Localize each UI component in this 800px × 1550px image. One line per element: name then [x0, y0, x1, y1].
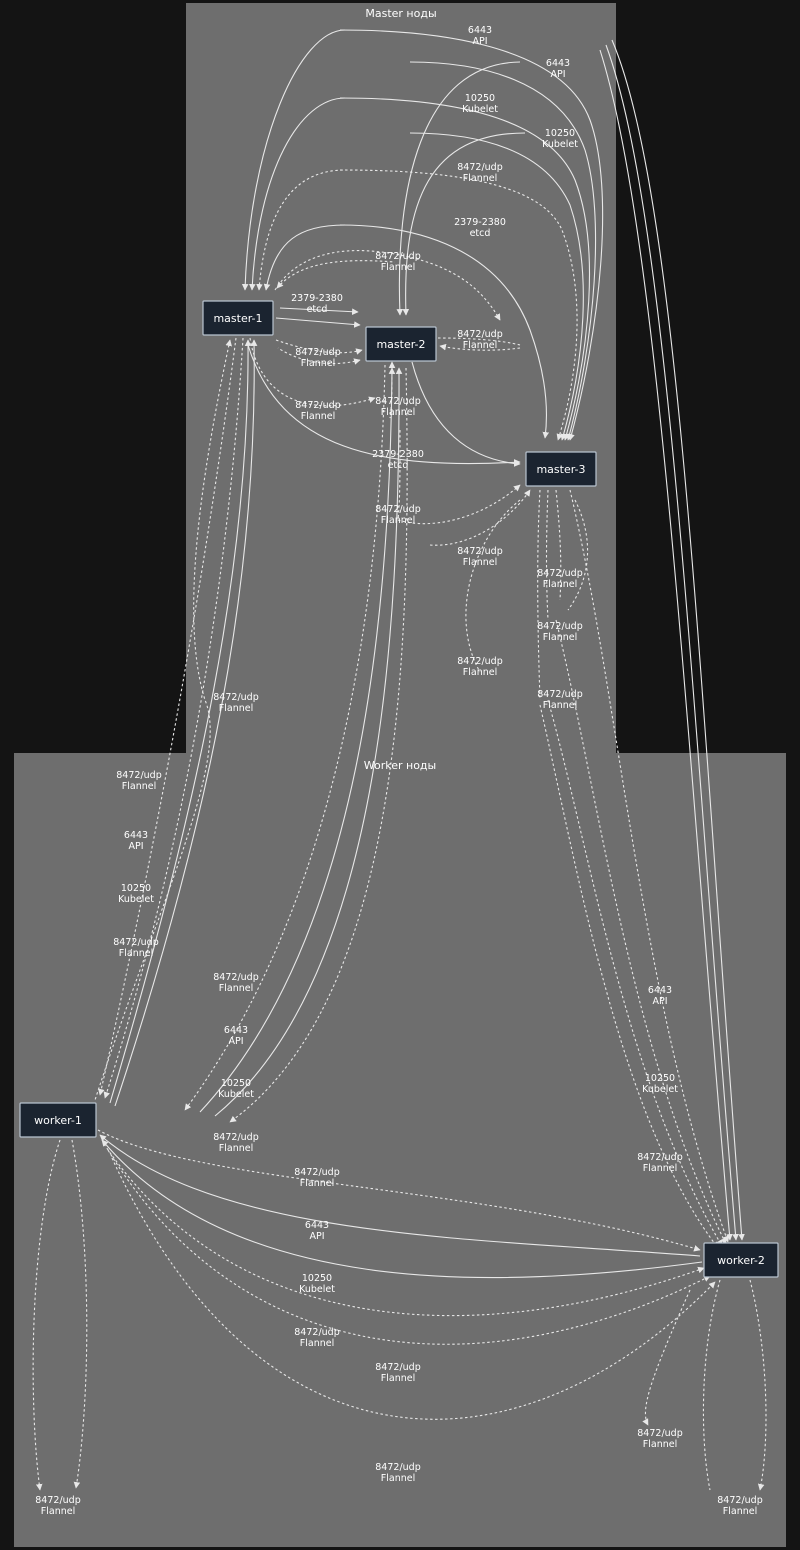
edge-label-port: 10250 [544, 128, 576, 139]
edge-label-port: 8472/udp [295, 347, 341, 358]
edge-label-service: Flannel [218, 983, 254, 994]
edge-label-port: 6443 [647, 985, 673, 996]
edge-label-service: Kubelet [118, 894, 154, 905]
edge-label-port: 8472/udp [294, 1167, 340, 1178]
edge-label-service: Flannel [380, 1473, 416, 1484]
edge-label-port: 10250 [120, 883, 152, 894]
edge-label-port: 8472/udp [375, 504, 421, 515]
edge-label-service: Flannel [462, 557, 498, 568]
edge-label-port: 8472/udp [375, 1362, 421, 1373]
edge-label-service: Flannel [218, 703, 254, 714]
edge-label-service: Flannel [380, 515, 416, 526]
edge-label-port: 10250 [644, 1073, 676, 1084]
edge-label-service: Flannel [722, 1506, 758, 1517]
edge-label-service: Flannel [300, 411, 336, 422]
edge-label-service: Flannel [218, 1143, 254, 1154]
edge-label-port: 8472/udp [295, 400, 341, 411]
edge-label-port: 8472/udp [213, 692, 259, 703]
edge-label-port: 8472/udp [637, 1152, 683, 1163]
edge-label-port: 2379-2380 [372, 449, 424, 460]
edge-label-port: 6443 [545, 58, 571, 69]
edge-label-service: Flannel [40, 1506, 76, 1517]
edge-label-service: Flannel [462, 173, 498, 184]
edge-label-service: Flannel [380, 262, 416, 273]
edge-label-service: API [550, 69, 566, 80]
cluster-workers-label: Worker ноды [363, 759, 437, 772]
node-master-1-label: master-1 [213, 312, 263, 325]
edge-label-service: API [472, 36, 488, 47]
node-worker-1[interactable] [20, 1103, 96, 1137]
edge-label-port: 8472/udp [213, 1132, 259, 1143]
edge-label-service: Flannel [380, 1373, 416, 1384]
edge-label-service: Flannel [300, 358, 336, 369]
edge-label-port: 8472/udp [35, 1495, 81, 1506]
node-worker-2-label: worker-2 [717, 1254, 765, 1267]
edge-label-service: Flannel [542, 700, 578, 711]
edge-label-port: 8472/udp [537, 621, 583, 632]
node-worker-2[interactable] [704, 1243, 778, 1277]
edge-label-service: Flannel [642, 1163, 678, 1174]
edge-label-port: 8472/udp [637, 1428, 683, 1439]
edge-label-service: Flannel [542, 579, 578, 590]
edge-label-service: Kubelet [218, 1089, 254, 1100]
edge-label-port: 8472/udp [457, 329, 503, 340]
edge-label-port: 10250 [220, 1078, 252, 1089]
edge-label-port: 8472/udp [113, 937, 159, 948]
node-worker-1-label: worker-1 [34, 1114, 82, 1127]
edge-label-port: 8472/udp [213, 972, 259, 983]
edge-label-service: etcd [306, 304, 328, 315]
edge-label-port: 8472/udp [294, 1327, 340, 1338]
edge-label-port: 10250 [464, 93, 496, 104]
edge-label-service: Kubelet [299, 1284, 335, 1295]
edge-label-service: Flannel [299, 1178, 335, 1189]
edge-label-port: 8472/udp [457, 656, 503, 667]
edge-label-service: etcd [469, 228, 491, 239]
node-master-2-label: master-2 [376, 338, 426, 351]
node-master-1[interactable] [203, 301, 273, 335]
edge-label-service: API [128, 841, 144, 852]
edge-label-service: Flannel [462, 340, 498, 351]
edge-label-service: Kubelet [642, 1084, 678, 1095]
edge-label-service: Kubelet [462, 104, 498, 115]
edge-label-service: Flannel [299, 1338, 335, 1349]
edge-label-port: 8472/udp [537, 568, 583, 579]
edge-label-port: 8472/udp [717, 1495, 763, 1506]
edge-label-port: 2379-2380 [454, 217, 506, 228]
node-master-3-label: master-3 [536, 463, 586, 476]
edge-label-port: 8472/udp [116, 770, 162, 781]
edge-label-port: 6443 [223, 1025, 249, 1036]
edge-label-service: Flannel [121, 781, 157, 792]
edge-label-port: 8472/udp [375, 1462, 421, 1473]
edge-label-service: Flannel [380, 407, 416, 418]
node-master-2[interactable] [366, 327, 436, 361]
edge-label-service: API [228, 1036, 244, 1047]
edge-label-service: Flannel [462, 667, 498, 678]
edge-label-port: 10250 [301, 1273, 333, 1284]
edge-label-service: Flannel [118, 948, 154, 959]
edge-label-service: Flannel [542, 632, 578, 643]
edge-label-port: 6443 [123, 830, 149, 841]
edge-label-service: etcd [387, 460, 409, 471]
edge-label-port: 8472/udp [537, 689, 583, 700]
edge-label-service: API [309, 1231, 325, 1242]
edge-label-port: 8472/udp [375, 251, 421, 262]
edge-label-port: 8472/udp [457, 546, 503, 557]
cluster-masters-label: Master ноды [365, 7, 437, 20]
edge-label-port: 8472/udp [375, 396, 421, 407]
edge-label-port: 6443 [467, 25, 493, 36]
edge-label-port: 2379-2380 [291, 293, 343, 304]
edge-label-port: 6443 [304, 1220, 330, 1231]
edge-label-service: Flannel [642, 1439, 678, 1450]
node-master-3[interactable] [526, 452, 596, 486]
edge-label-service: Kubelet [542, 139, 578, 150]
edge-label-port: 8472/udp [457, 162, 503, 173]
edge-label-service: API [652, 996, 668, 1007]
